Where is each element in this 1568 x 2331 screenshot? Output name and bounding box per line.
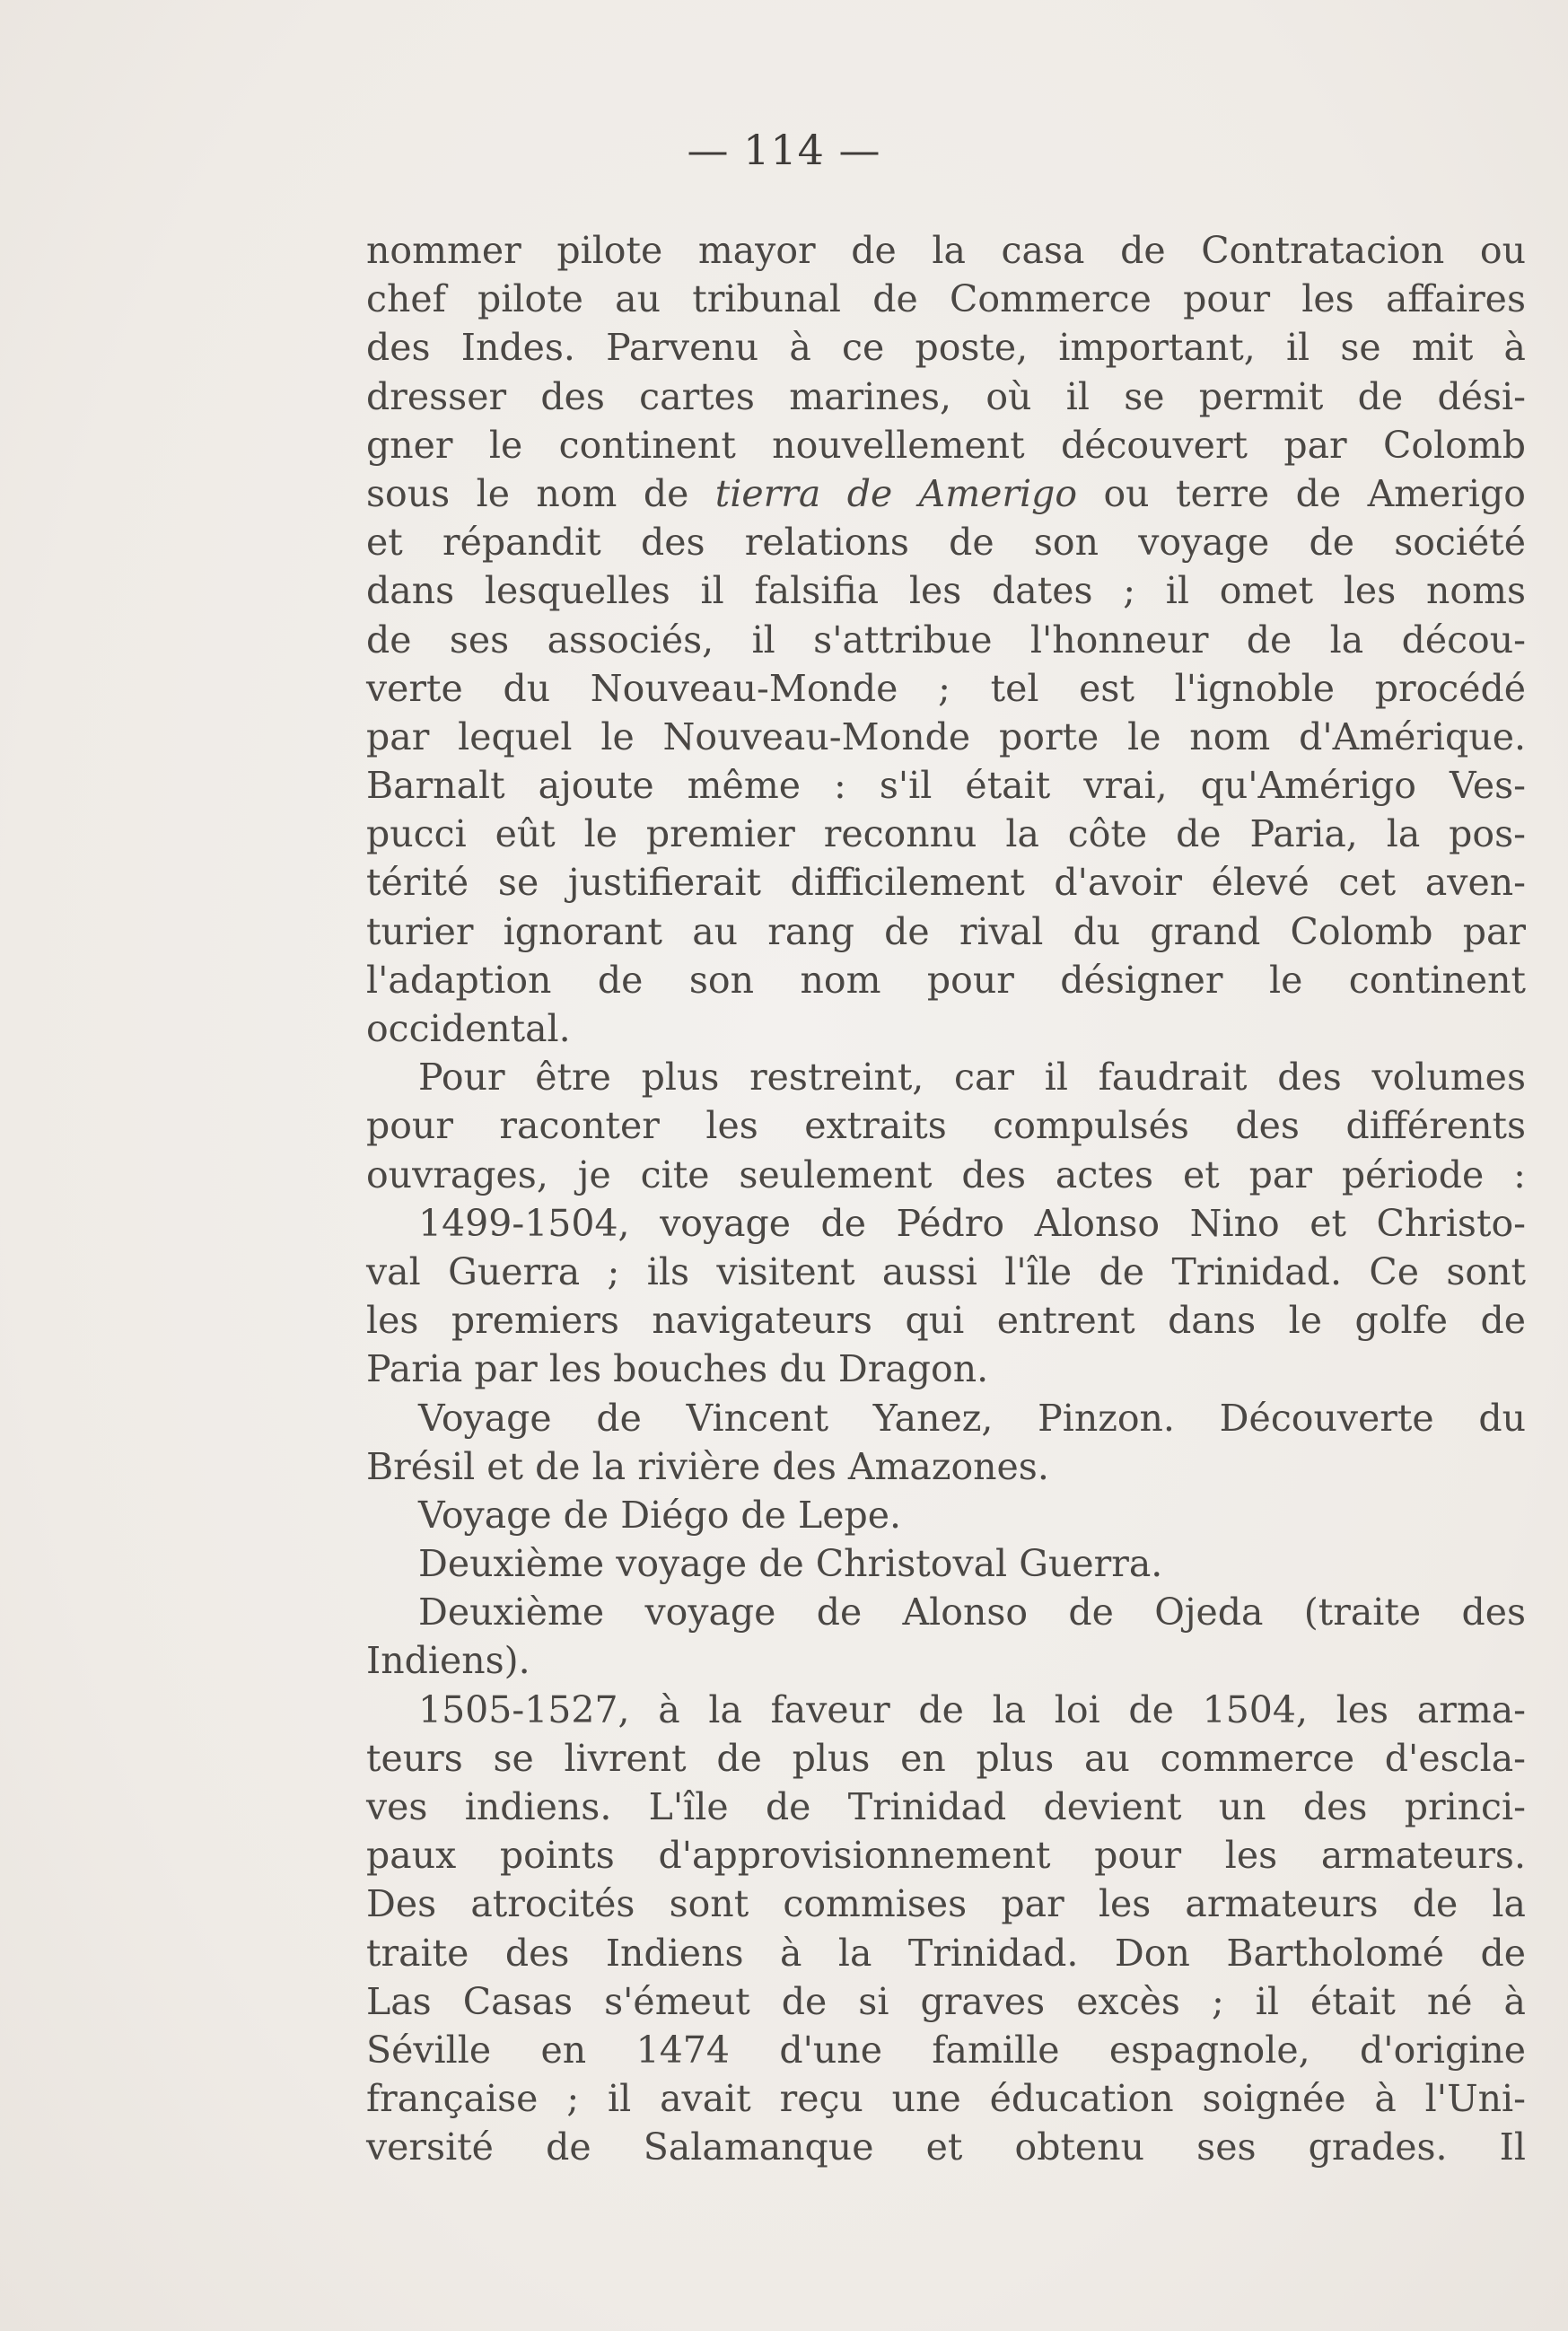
text-line: 1505-1527, à la faveur de la loi de 1504, les arma- bbox=[418, 1687, 1526, 1731]
text-line: Pour être plus restreint, car il faudrait des volumes bbox=[418, 1056, 1526, 1100]
text-line: gner le continent nouvellement découvert par Colomb bbox=[366, 423, 1526, 467]
text-line: Indiens). bbox=[366, 1639, 530, 1683]
text-line: Barnalt ajoute même : s'il était vrai, qu'Amérigo Ves- bbox=[366, 764, 1526, 808]
text-line: paux points d'approvisionnement pour les armateurs. bbox=[366, 1834, 1526, 1878]
text-line: nommer pilote mayor de la casa de Contratacion ou bbox=[366, 229, 1526, 272]
italic-phrase: tierra de Amerigo bbox=[714, 471, 1078, 515]
text-line: de ses associés, il s'attribue l'honneur de la décou- bbox=[366, 618, 1526, 662]
text-line: Des atrocités sont commises par les armateurs de la bbox=[366, 1882, 1526, 1926]
text-line: 1499-1504, voyage de Pédro Alonso Nino et Christo- bbox=[418, 1201, 1526, 1245]
text-line: Séville en 1474 d'une famille espagnole, d'origine bbox=[366, 2028, 1526, 2072]
text-line: traite des Indiens à la Trinidad. Don Bartholomé de bbox=[366, 1931, 1526, 1975]
text-line: térité se justifierait difficilement d'avoir élevé cet aven- bbox=[366, 861, 1526, 905]
text-line: dresser des cartes marines, où il se permit de dési- bbox=[366, 374, 1526, 418]
text-fragment: sous le nom de bbox=[366, 471, 689, 515]
text-line: ves indiens. L'île de Trinidad devient un des princi- bbox=[366, 1785, 1526, 1828]
text-fragment: ou terre de Amerigo bbox=[1103, 471, 1526, 515]
text-line: pucci eût le premier reconnu la côte de Paria, la pos- bbox=[366, 812, 1526, 856]
text-line: par lequel le Nouveau-Monde porte le nom d'Amérique. bbox=[366, 714, 1526, 758]
text-line: val Guerra ; ils visitent aussi l'île de Trinidad. Ce sont bbox=[366, 1249, 1526, 1293]
text-line: Paria par les bouches du Dragon. bbox=[366, 1347, 989, 1391]
text-line: teurs se livrent de plus en plus au commerce d'escla- bbox=[366, 1736, 1526, 1780]
text-line: turier ignorant au rang de rival du grand Colomb par bbox=[366, 909, 1526, 953]
text-line: occidental. bbox=[366, 1007, 571, 1050]
text-line: Brésil et de la rivière des Amazones. bbox=[366, 1444, 1049, 1488]
text-line: Deuxième voyage de Alonso de Ojeda (traite des bbox=[418, 1591, 1526, 1634]
text-line: versité de Salamanque et obtenu ses grades. Il bbox=[366, 2125, 1526, 2169]
text-line-with-italic bbox=[366, 469, 1526, 518]
text-line: ouvrages, je cite seulement des actes et par période : bbox=[366, 1152, 1526, 1196]
text-line: les premiers navigateurs qui entrent dans le golfe de bbox=[366, 1299, 1526, 1343]
text-line: française ; il avait reçu une éducation soignée à l'Uni- bbox=[366, 2077, 1526, 2121]
text-line: Voyage de Diégo de Lepe. bbox=[418, 1493, 902, 1537]
text-line: pour raconter les extraits compulsés des différents bbox=[366, 1104, 1526, 1148]
body-text bbox=[366, 226, 1526, 2172]
text-line: des Indes. Parvenu à ce poste, important, il se mit à bbox=[366, 326, 1526, 370]
text-line: l'adaption de son nom pour désigner le continent bbox=[366, 958, 1526, 1002]
text-line: verte du Nouveau-Monde ; tel est l'ignoble procédé bbox=[366, 666, 1526, 710]
page-number: — 114 — bbox=[687, 126, 881, 174]
text-line: Las Casas s'émeut de si graves excès ; il était né à bbox=[366, 1979, 1526, 2023]
text-line: Deuxième voyage de Christoval Guerra. bbox=[418, 1542, 1163, 1586]
text-line: Voyage de Vincent Yanez, Pinzon. Découverte du bbox=[418, 1396, 1526, 1440]
text-line: chef pilote au tribunal de Commerce pour les affaires bbox=[366, 277, 1526, 321]
text-line: et répandit des relations de son voyage de société bbox=[366, 521, 1526, 565]
text-line: dans lesquelles il falsifia les dates ; il omet les noms bbox=[366, 569, 1526, 613]
